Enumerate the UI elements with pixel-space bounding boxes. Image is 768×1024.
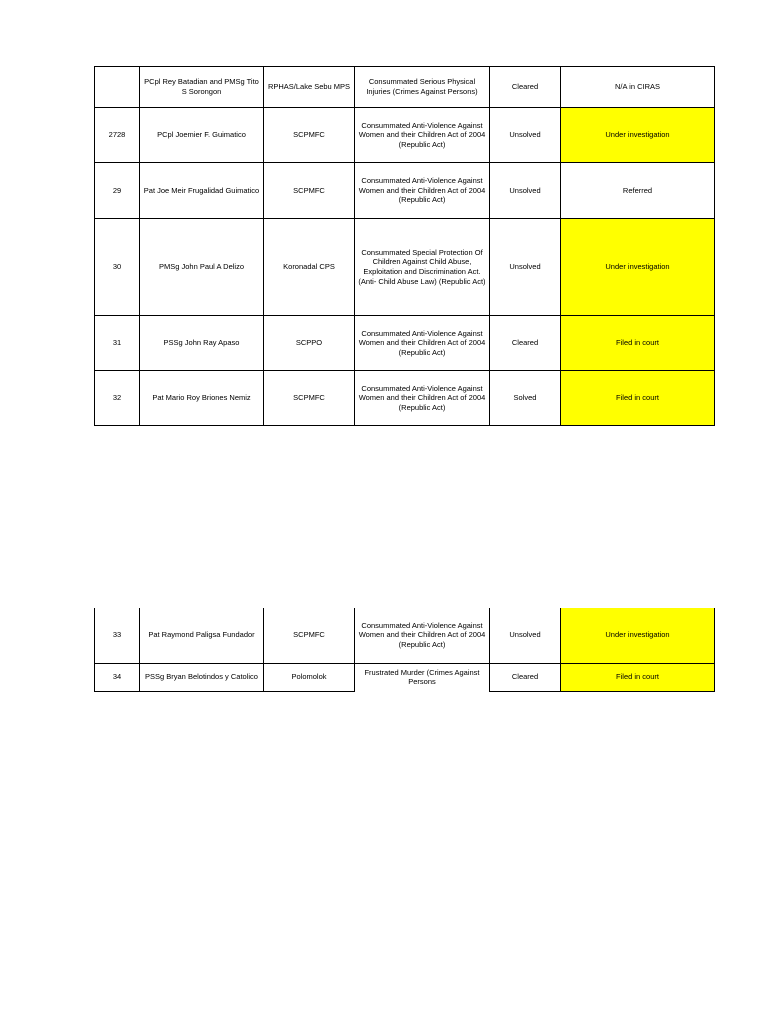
remarks-cell-highlighted: Under investigation (561, 608, 715, 663)
personnel-name-cell: PMSg John Paul A Delizo (140, 219, 264, 316)
unit-cell: SCPMFC (264, 371, 355, 426)
case-number-cell (95, 67, 140, 108)
offense-cell: Consummated Anti-Violence Against Women and their Children Act of 2004 (Republic Act) (355, 371, 490, 426)
table-row (95, 67, 715, 108)
remarks-cell-highlighted: Under investigation (561, 108, 715, 163)
remarks-cell: N/A in CIRAS (561, 67, 715, 108)
personnel-name-cell: PCpl Rey Batadian and PMSg Tito S Sorongon (140, 67, 264, 108)
case-status-cell: Cleared (490, 316, 561, 371)
table-row (95, 108, 715, 163)
remarks-cell: Referred (561, 163, 715, 219)
offense-cell: Consummated Anti-Violence Against Women and their Children Act of 2004 (Republic Act) (355, 163, 490, 219)
case-table-upper (94, 66, 715, 426)
offense-cell: Frustrated Murder (Crimes Against Persons (355, 663, 490, 691)
case-number-cell: 32 (95, 371, 140, 426)
remarks-cell-highlighted: Filed in court (561, 371, 715, 426)
case-number-cell: 2728 (95, 108, 140, 163)
case-table-lower (94, 608, 715, 692)
table-row (95, 163, 715, 219)
offense-cell: Consummated Anti-Violence Against Women and their Children Act of 2004 (Republic Act) (355, 108, 490, 163)
offense-cell: Consummated Anti-Violence Against Women and their Children Act of 2004 (Republic Act) (355, 608, 490, 663)
table-row (95, 608, 715, 663)
case-number-cell: 34 (95, 663, 140, 691)
personnel-name-cell: PSSg John Ray Apaso (140, 316, 264, 371)
unit-cell: SCPPO (264, 316, 355, 371)
unit-cell: SCPMFC (264, 108, 355, 163)
remarks-cell-highlighted: Filed in court (561, 663, 715, 691)
case-number-cell: 30 (95, 219, 140, 316)
table-row (95, 371, 715, 426)
unit-cell: SCPMFC (264, 163, 355, 219)
table-row (95, 663, 715, 691)
personnel-name-cell: Pat Mario Roy Briones Nemiz (140, 371, 264, 426)
case-status-cell: Unsolved (490, 608, 561, 663)
case-status-cell: Cleared (490, 663, 561, 691)
personnel-name-cell: PCpl Joemier F. Guimatico (140, 108, 264, 163)
table-row (95, 219, 715, 316)
unit-cell: RPHAS/Lake Sebu MPS (264, 67, 355, 108)
remarks-cell-highlighted: Under investigation (561, 219, 715, 316)
unit-cell: Polomolok (264, 663, 355, 691)
case-status-cell: Unsolved (490, 219, 561, 316)
personnel-name-cell: Pat Joe Meir Frugalidad Guimatico (140, 163, 264, 219)
case-number-cell: 33 (95, 608, 140, 663)
case-number-cell: 31 (95, 316, 140, 371)
unit-cell: SCPMFC (264, 608, 355, 663)
unit-cell: Koronadal CPS (264, 219, 355, 316)
case-status-cell: Cleared (490, 67, 561, 108)
offense-cell: Consummated Serious Physical Injuries (Crimes Against Persons) (355, 67, 490, 108)
offense-cell: Consummated Special Protection Of Children Against Child Abuse, Exploitation and Discrimination Act. (Anti- Child Abuse Law) (Republic Act) (355, 219, 490, 316)
offense-cell: Consummated Anti-Violence Against Women and their Children Act of 2004 (Republic Act) (355, 316, 490, 371)
personnel-name-cell: PSSg Bryan Belotindos y Catolico (140, 663, 264, 691)
personnel-name-cell: Pat Raymond Paligsa Fundador (140, 608, 264, 663)
case-number-cell: 29 (95, 163, 140, 219)
remarks-cell-highlighted: Filed in court (561, 316, 715, 371)
case-status-cell: Unsolved (490, 108, 561, 163)
table-row (95, 316, 715, 371)
case-status-cell: Solved (490, 371, 561, 426)
case-status-cell: Unsolved (490, 163, 561, 219)
